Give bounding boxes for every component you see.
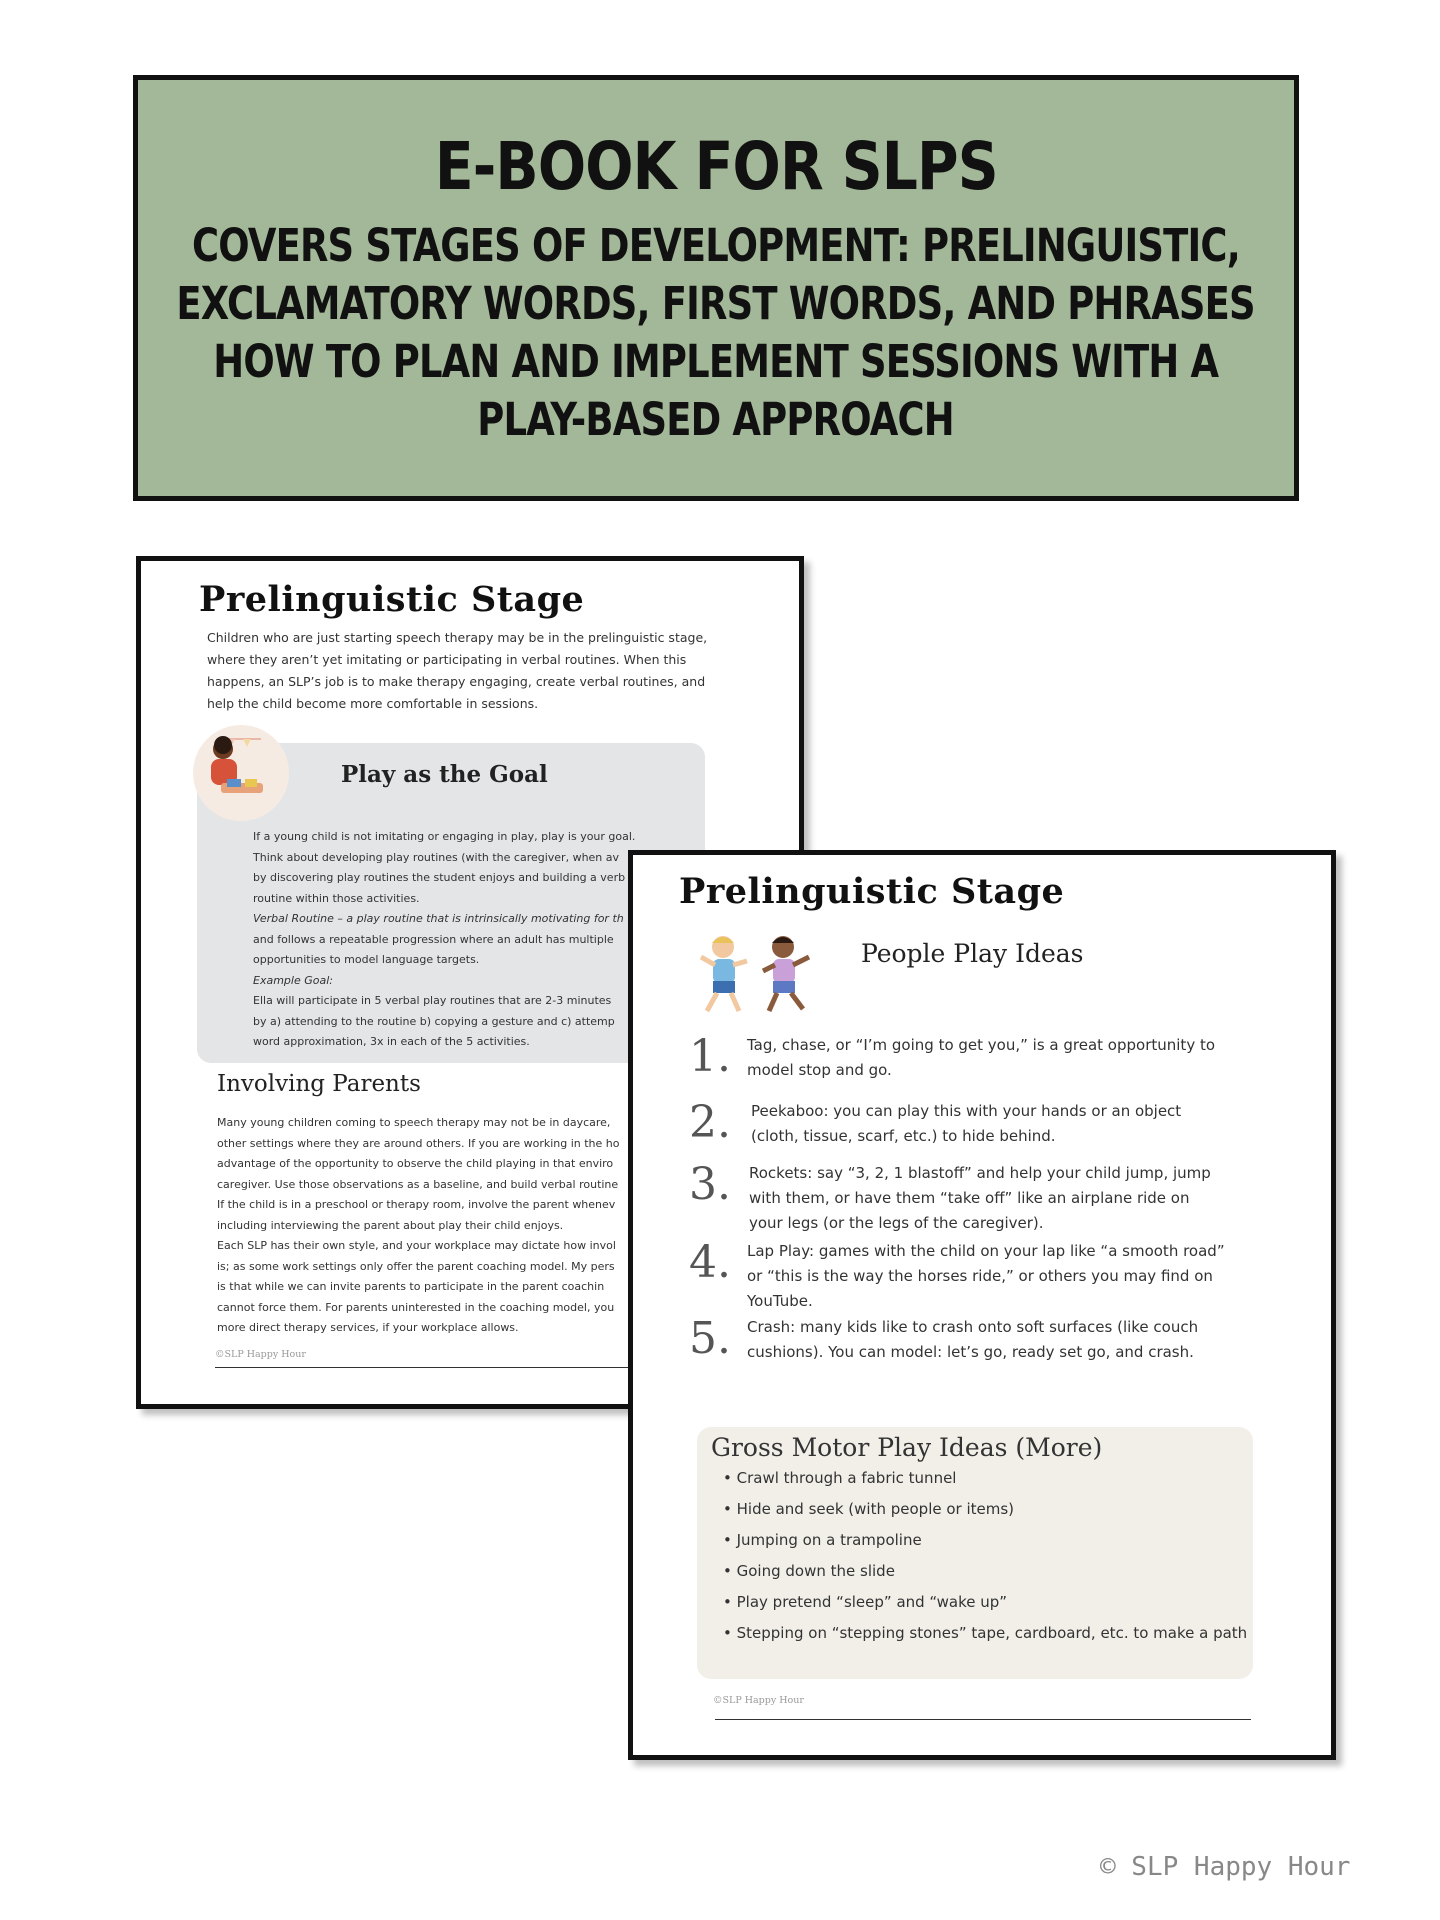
banner-line: EXCLAMATORY WORDS, FIRST WORDS, AND PHRASES: [176, 276, 1256, 330]
banner-line: HOW TO PLAN AND IMPLEMENT SESSIONS WITH A: [213, 334, 1219, 388]
footer-divider: [215, 1367, 695, 1368]
people-play-heading: People Play Ideas: [861, 939, 1084, 968]
title-banner: [133, 75, 1299, 501]
item-text: Rockets: say “3, 2, 1 blastoff” and help your child jump, jump with them, or have them “take off” like an airplane ride on your legs (or the legs of the caregiver).: [749, 1164, 1211, 1232]
text-line: If the child is in a preschool or therapy room, involve the parent whenev: [217, 1198, 616, 1211]
page-title: Prelinguistic Stage: [679, 871, 1065, 912]
list-item: • Hide and seek (with people or items): [723, 1494, 1247, 1525]
text-line: by discovering play routines the student enjoys and building a verb: [253, 871, 626, 884]
text-line: Ella will participate in 5 verbal play routines that are 2-3 minutes: [253, 994, 612, 1007]
text-line: Verbal Routine – a play routine that is intrinsically motivating for th: [253, 912, 624, 925]
text-line: routine within those activities.: [253, 891, 420, 905]
banner-line: PLAY-BASED APPROACH: [477, 392, 955, 446]
involving-parents-heading: Involving Parents: [217, 1071, 421, 1097]
text-line: If a young child is not imitating or engaging in play, play is your goal.: [253, 830, 636, 843]
text-line: and follows a repeatable progression where an adult has multiple: [253, 932, 614, 946]
text-line: more direct therapy services, if your workplace allows.: [217, 1321, 519, 1334]
intro-paragraph: Children who are just starting speech therapy may be in the prelinguistic stage, where they aren’t yet imitating or participating in verbal routines. When this happens, an SLP’s job is to make therapy engaging, create verbal routines, and help the child become more comfortable in sessions.: [207, 630, 708, 711]
item-text: Tag, chase, or “I’m going to get you,” is a great opportunity to model stop and go.: [747, 1036, 1216, 1079]
text-line: Example Goal:: [253, 973, 333, 987]
item-number: 2.: [689, 1097, 731, 1148]
item-text: Crash: many kids like to crash onto soft surfaces (like couch cushions). You can model: let’s go, ready set go, and crash.: [747, 1318, 1199, 1361]
list-item: • Crawl through a fabric tunnel: [723, 1463, 1247, 1494]
item-number: 5.: [689, 1313, 731, 1364]
list-item: • Stepping on “stepping stones” tape, cardboard, etc. to make a path: [723, 1618, 1247, 1649]
text-line: is that while we can invite parents to participate in the parent coachin: [217, 1280, 605, 1293]
item-number: 3.: [689, 1159, 731, 1210]
page-title: Prelinguistic Stage: [199, 579, 585, 620]
page-footer: ©SLP Happy Hour: [713, 1695, 804, 1706]
item-number: 4.: [689, 1237, 731, 1288]
item-text: Lap Play: games with the child on your lap like “a smooth road” or “this is the way the horses ride,” or others you may find on YouTube.: [747, 1242, 1225, 1310]
text-line: opportunities to model language targets.: [253, 953, 480, 966]
gross-motor-box: [697, 1427, 1253, 1679]
child-playing-illustration: [191, 723, 291, 823]
text-line: Think about developing play routines (with the caregiver, when av: [253, 850, 620, 864]
text-line: word approximation, 3x in each of the 5 activities.: [253, 1035, 530, 1048]
box-heading: Play as the Goal: [341, 761, 548, 788]
gross-motor-list: [723, 1463, 1247, 1649]
text-line: by a) attending to the routine b) copying a gesture and c) attemp: [253, 1014, 615, 1028]
text-line: caregiver. Use those observations as a baseline, and build verbal routine: [217, 1177, 619, 1191]
text-line: cannot force them. For parents uninterested in the coaching model, you: [217, 1300, 615, 1314]
text-line: Many young children coming to speech therapy may not be in daycare,: [217, 1116, 611, 1129]
play-goal-text: [253, 827, 693, 1053]
text-line: Each SLP has their own style, and your workplace may dictate how invol: [217, 1239, 616, 1252]
text-line: including interviewing the parent about play their child enjoys.: [217, 1218, 564, 1232]
text-line: advantage of the opportunity to observe the child playing in that enviro: [217, 1157, 614, 1170]
list-item: • Jumping on a trampoline: [723, 1525, 1247, 1556]
list-item: • Going down the slide: [723, 1556, 1247, 1587]
banner-line: COVERS STAGES OF DEVELOPMENT: PRELINGUISTIC,: [192, 218, 1240, 272]
text-line: other settings where they are around others. If you are working in the ho: [217, 1136, 620, 1150]
footer-divider: [715, 1719, 1251, 1720]
page-footer: ©SLP Happy Hour: [215, 1349, 306, 1360]
front-page-preview: [628, 850, 1336, 1760]
item-number: 1.: [689, 1031, 731, 1082]
item-text: Peekaboo: you can play this with your hands or an object (cloth, tissue, scarf, etc.) to hide behind.: [751, 1102, 1182, 1145]
gross-motor-heading: Gross Motor Play Ideas (More): [711, 1433, 1103, 1462]
banner-title: E-BOOK FOR SLPS: [434, 127, 998, 205]
text-line: is; as some work settings only offer the parent coaching model. My pers: [217, 1259, 615, 1273]
copyright-credit: © SLP Happy Hour: [1100, 1852, 1351, 1882]
list-item: • Play pretend “sleep” and “wake up”: [723, 1587, 1247, 1618]
kids-running-illustration: [693, 931, 823, 1021]
